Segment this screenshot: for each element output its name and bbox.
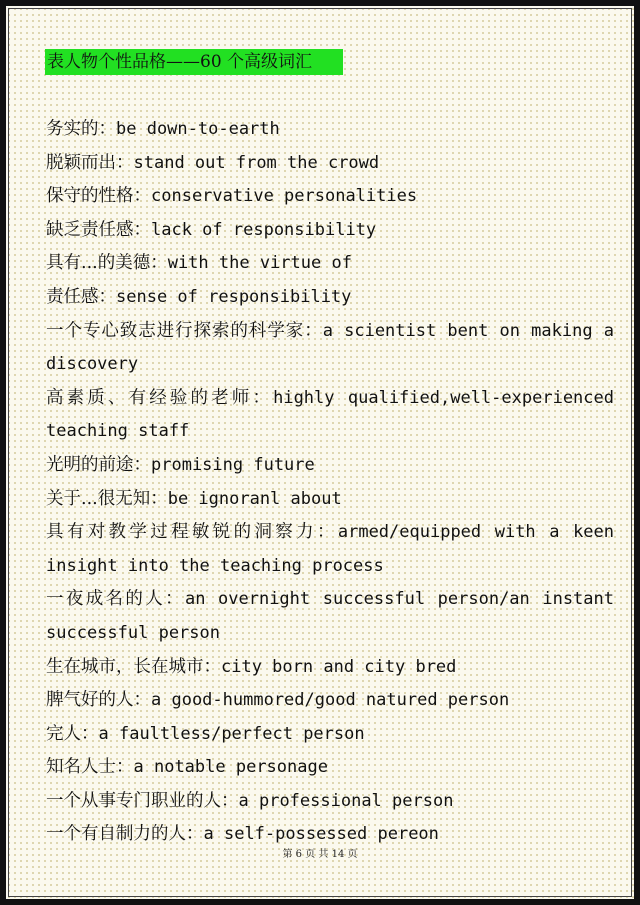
chinese-term: 一个有自制力的人： — [46, 824, 204, 845]
list-item — [46, 180, 614, 214]
list-item — [46, 247, 614, 281]
list-item — [46, 449, 614, 483]
list-item — [46, 785, 614, 819]
chinese-term: 具有...的美德： — [46, 253, 168, 274]
list-item — [46, 751, 614, 785]
list-item — [46, 113, 614, 147]
chinese-term: 一夜成名的人： — [46, 589, 185, 610]
english-term: a faultless/perfect person — [98, 723, 365, 744]
chinese-term: 缺乏责任感： — [46, 219, 151, 240]
list-item — [46, 147, 614, 181]
chinese-term: 责任感： — [46, 286, 116, 307]
chinese-term: 一个从事专门职业的人： — [46, 790, 239, 811]
list-item — [46, 483, 614, 517]
list-item — [46, 651, 614, 685]
english-term: be down-to-earth — [116, 119, 280, 139]
english-term: a professional person — [238, 790, 454, 811]
list-item — [46, 281, 614, 315]
english-term: highly qualified,well-experienced teaching staff — [46, 387, 614, 442]
list-item — [46, 583, 614, 650]
chinese-term: 生在城市，长在城市： — [46, 656, 221, 677]
chinese-term: 保守的性格： — [46, 186, 151, 207]
list-item — [46, 214, 614, 248]
english-term: sense of responsibility — [116, 286, 352, 307]
english-term: with the virtue of — [167, 253, 352, 274]
english-term: a scientist bent on making a discovery — [46, 320, 615, 375]
english-term: a notable personage — [133, 757, 328, 778]
english-term: a good-hummored/good natured person — [151, 690, 510, 711]
chinese-term: 关于...很无知： — [46, 488, 168, 509]
english-term: city born and city bred — [221, 656, 457, 677]
list-item — [46, 516, 614, 583]
english-term: promising future — [151, 454, 315, 475]
chinese-term: 知名人士： — [46, 757, 134, 778]
chinese-term: 脱颖而出： — [46, 152, 134, 173]
english-term: a self-possessed pereon — [203, 824, 439, 845]
page-number: 第 6 页 共 14 页 — [282, 849, 358, 860]
chinese-term: 一个专心致志进行探索的科学家： — [46, 320, 323, 341]
list-item — [46, 718, 614, 752]
english-term: an overnight successful person/an instant successful person — [46, 589, 615, 643]
page-title: 表人物个性品格——60 个高级词汇 — [45, 49, 343, 75]
chinese-term: 完人： — [46, 723, 99, 744]
english-term: be ignoranl about — [167, 488, 342, 509]
chinese-term: 具有对教学过程敏锐的洞察力： — [46, 522, 338, 543]
chinese-term: 高素质、有经验的老师： — [46, 387, 274, 408]
english-term: conservative personalities — [151, 186, 418, 207]
english-term: stand out from the crowd — [133, 152, 380, 173]
chinese-term: 务实的： — [46, 119, 116, 139]
english-term: lack of responsibility — [151, 219, 377, 240]
list-item — [46, 315, 614, 382]
list-item — [46, 684, 614, 718]
chinese-term: 光明的前途： — [46, 454, 151, 475]
vocabulary-list — [46, 113, 614, 852]
list-item — [46, 382, 614, 449]
english-term: armed/equipped with a keen insight into the teaching process — [46, 522, 615, 576]
chinese-term: 脾气好的人： — [46, 690, 151, 711]
